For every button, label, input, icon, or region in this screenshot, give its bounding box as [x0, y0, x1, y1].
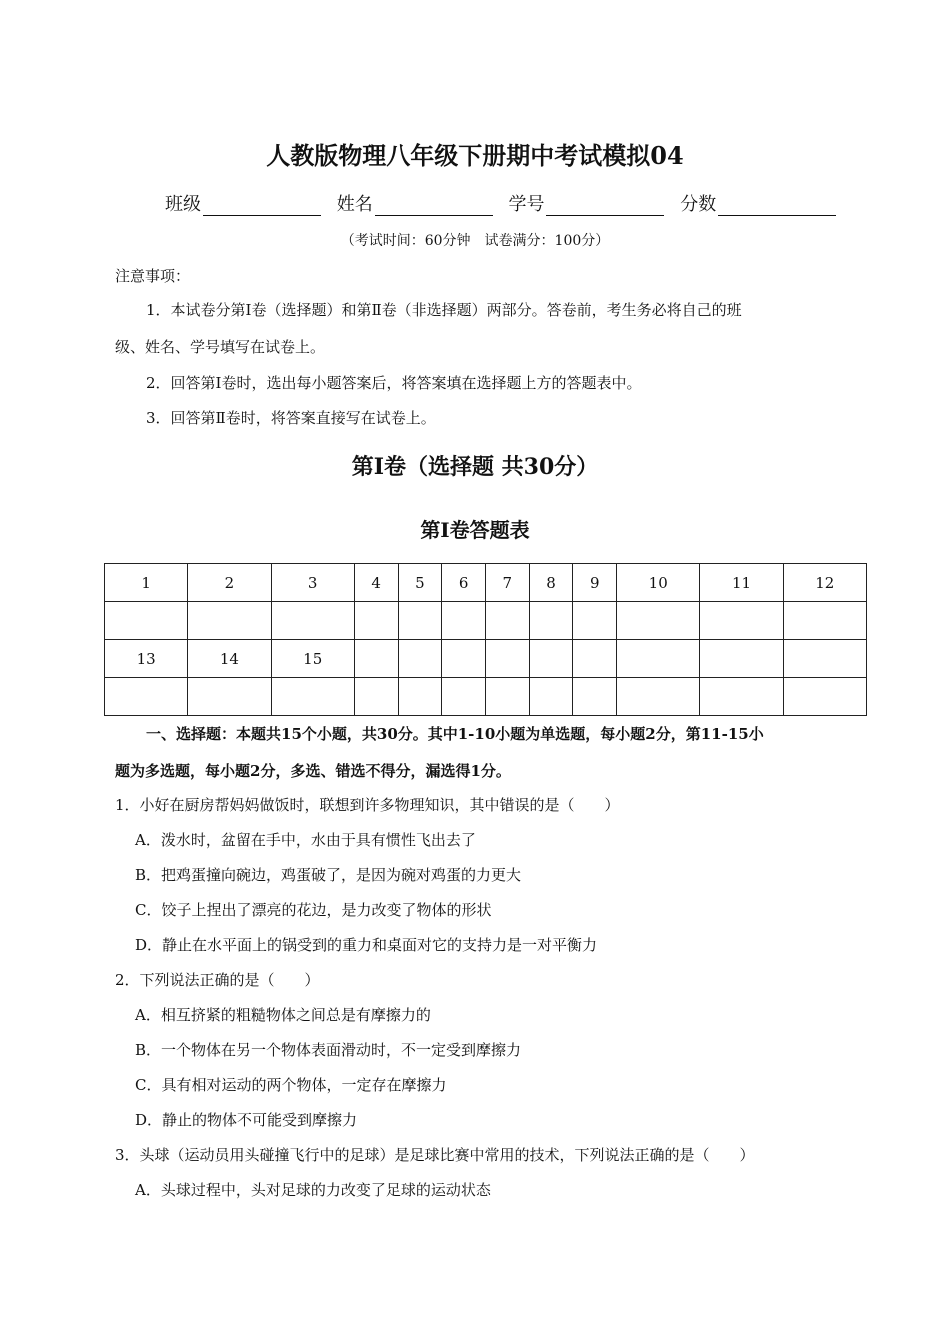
answer-cell — [783, 678, 866, 716]
name-label: 姓名 — [336, 194, 373, 215]
table-cell: 2 — [188, 564, 271, 602]
question-2-option-a: A．相互挤紧的粗糙物体之间总是有摩擦力的 — [135, 1006, 431, 1024]
answer-cell[interactable] — [617, 602, 700, 640]
notice-item-1-cont: 级、姓名、学号填写在试卷上。 — [115, 338, 326, 356]
answer-table — [104, 563, 867, 716]
student-id-blank — [546, 197, 664, 216]
table-cell — [573, 640, 617, 678]
table-cell: 6 — [442, 564, 486, 602]
section-title: 第Ⅰ卷（选择题 共30分） — [351, 454, 599, 480]
answer-cell — [398, 678, 442, 716]
answer-cell[interactable] — [529, 602, 573, 640]
student-info-row — [165, 190, 846, 216]
answer-cell[interactable] — [485, 602, 529, 640]
question-1-option-d: D．静止在水平面上的锅受到的重力和桌面对它的支持力是一对平衡力 — [135, 936, 598, 954]
answer-cell — [529, 678, 573, 716]
table-cell: 10 — [617, 564, 700, 602]
student-id-label: 学号 — [508, 194, 545, 215]
answer-cell[interactable] — [271, 602, 354, 640]
table-cell — [485, 640, 529, 678]
question-1-stem: 1．小好在厨房帮妈妈做饭时，联想到许多物理知识，其中错误的是（ ） — [115, 796, 620, 814]
instructions-line-2: 题为多选题，每小题2分，多选、错选不得分，漏选得1分。 — [115, 762, 511, 780]
table-cell — [442, 640, 486, 678]
question-3-option-a: A．头球过程中，头对足球的力改变了足球的运动状态 — [135, 1181, 491, 1199]
notice-item-1: 1．本试卷分第Ⅰ卷（选择题）和第Ⅱ卷（非选择题）两部分。答卷前，考生务必将自己的班 — [146, 301, 742, 319]
question-1-option-a: A．泼水时，盆留在手中，水由于具有惯性飞出去了 — [135, 831, 476, 849]
answer-cell[interactable] — [188, 602, 271, 640]
answer-cell[interactable] — [573, 602, 617, 640]
class-label: 班级 — [165, 194, 201, 215]
answer-cell[interactable] — [442, 602, 486, 640]
answer-table-title: 第Ⅰ卷答题表 — [420, 518, 530, 542]
question-1-option-b: B．把鸡蛋撞向碗边，鸡蛋破了，是因为碗对鸡蛋的力更大 — [135, 866, 522, 884]
table-cell: 9 — [573, 564, 617, 602]
table-cell: 5 — [398, 564, 442, 602]
answer-cell — [485, 678, 529, 716]
question-2-stem: 2．下列说法正确的是（ ） — [115, 971, 320, 989]
instructions-line-1: 一、选择题：本题共15个小题，共30分。其中1-10小题为单选题，每小题2分，第11-15小 — [146, 725, 764, 743]
table-cell — [398, 640, 442, 678]
table-cell: 7 — [485, 564, 529, 602]
table-cell: 8 — [529, 564, 573, 602]
answer-cell — [700, 678, 783, 716]
answer-cell[interactable] — [398, 602, 442, 640]
question-3-stem: 3．头球（运动员用头碰撞飞行中的足球）是足球比赛中常用的技术，下列说法正确的是（ ） — [115, 1146, 755, 1164]
table-cell: 12 — [783, 564, 866, 602]
score-blank — [718, 197, 836, 216]
answer-table-number-row — [105, 640, 867, 678]
notice-heading: 注意事项： — [115, 267, 191, 285]
table-cell — [617, 640, 700, 678]
answer-table-answer-row — [105, 602, 867, 640]
class-field — [165, 194, 321, 215]
question-2-option-d: D．静止的物体不可能受到摩擦力 — [135, 1111, 358, 1129]
table-cell: 4 — [354, 564, 398, 602]
table-cell: 13 — [105, 640, 188, 678]
student-id-field — [508, 194, 664, 215]
table-cell — [783, 640, 866, 678]
notice-item-3: 3．回答第Ⅱ卷时，将答案直接写在试卷上。 — [146, 409, 436, 427]
table-cell: 3 — [271, 564, 354, 602]
exam-time-note: （考试时间：60分钟 试卷满分：100分） — [340, 233, 610, 249]
table-cell: 11 — [700, 564, 783, 602]
answer-table-number-row — [105, 564, 867, 602]
class-blank — [203, 197, 321, 216]
answer-cell[interactable] — [354, 602, 398, 640]
answer-cell[interactable] — [105, 602, 188, 640]
answer-cell — [573, 678, 617, 716]
score-label: 分数 — [680, 194, 717, 215]
answer-cell — [354, 678, 398, 716]
answer-cell[interactable] — [783, 602, 866, 640]
question-2-option-b: B．一个物体在另一个物体表面滑动时，不一定受到摩擦力 — [135, 1041, 522, 1059]
table-cell: 15 — [271, 640, 354, 678]
question-1-option-c: C．饺子上捏出了漂亮的花边，是力改变了物体的形状 — [135, 901, 492, 919]
table-cell — [354, 640, 398, 678]
answer-cell[interactable] — [700, 602, 783, 640]
answer-cell[interactable] — [105, 678, 188, 716]
answer-cell — [617, 678, 700, 716]
table-cell: 1 — [105, 564, 188, 602]
page-title: 人教版物理八年级下册期中考试模拟04 — [266, 141, 684, 170]
notice-item-2: 2．回答第Ⅰ卷时，选出每小题答案后，将答案填在选择题上方的答题表中。 — [146, 374, 642, 392]
answer-cell — [442, 678, 486, 716]
table-cell — [529, 640, 573, 678]
name-field — [337, 194, 493, 215]
table-cell — [700, 640, 783, 678]
answer-cell[interactable] — [271, 678, 354, 716]
answer-table-answer-row — [105, 678, 867, 716]
answer-cell[interactable] — [188, 678, 271, 716]
score-field — [680, 194, 836, 215]
table-cell: 14 — [188, 640, 271, 678]
question-2-option-c: C．具有相对运动的两个物体，一定存在摩擦力 — [135, 1076, 447, 1094]
name-blank — [375, 197, 493, 216]
